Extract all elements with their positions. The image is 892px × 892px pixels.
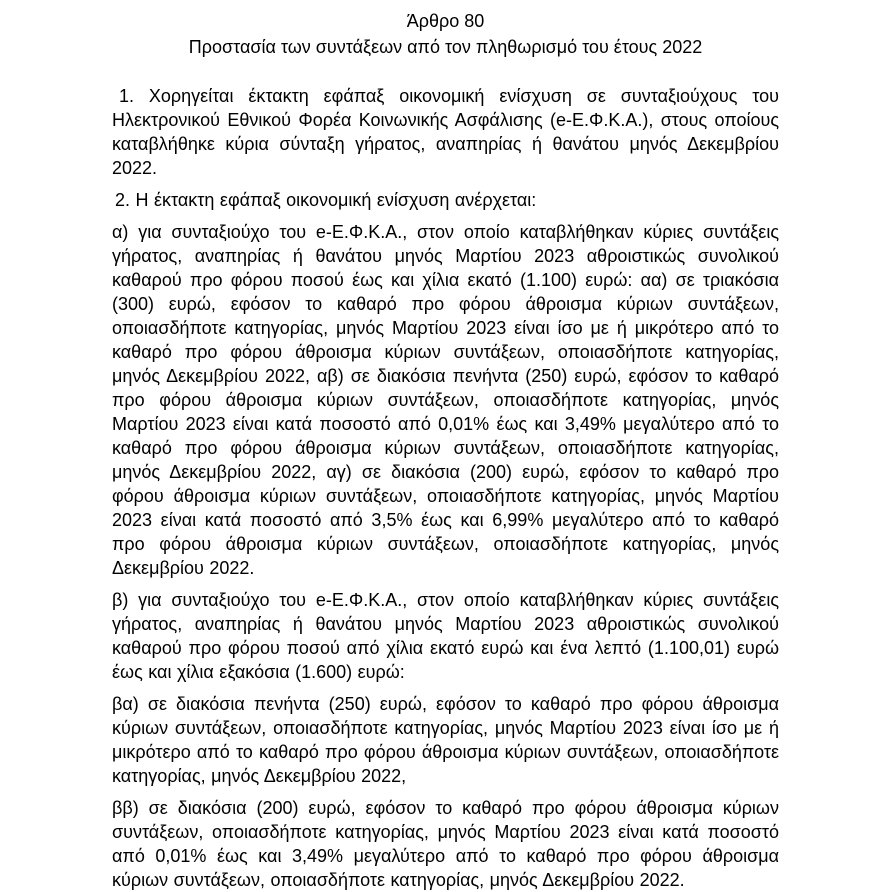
paragraph-2: 2. Η έκτακτη εφάπαξ οικονομική ενίσχυση ανέρχεται: bbox=[115, 190, 537, 210]
article-number-heading: Άρθρο 80 bbox=[406, 11, 485, 31]
paragraph-beta-beta: ββ) σε διακόσια (200) ευρώ, εφόσον το καθαρό προ φόρου άθροισμα κύριων συντάξεων, οποιασδήποτε κατηγορίας, μηνός Μαρτίου 2023 είναι κατά ποσοστό από 0,01% έως και 3,49% μεγαλύτερο από το καθαρό προ φόρου άθροισμα κύριων συντάξεων, οποιασδήποτε κατηγορίας, μηνός Δεκεμβρίου 2022. bbox=[112, 798, 779, 890]
article-title-heading: Προστασία των συντάξεων από τον πληθωρισμό του έτους 2022 bbox=[188, 37, 703, 57]
document-header bbox=[112, 8, 779, 60]
paragraph-beta: β) για συνταξιούχο του e-Ε.Φ.Κ.Α., στον οποίο καταβλήθηκαν κύριες συντάξεις γήρατος, αναπηρίας ή θανάτου μηνός Μαρτίου 2023 αθροιστικώς συνολικού καθαρού προ φόρου ποσού από χίλια εκατό ευρώ και ένα λεπτό (1.100,01) ευρώ έως και χίλια εξακόσια (1.600) ευρώ: bbox=[112, 590, 779, 682]
paragraph-1: 1. Χορηγείται έκτακτη εφάπαξ οικονομική ενίσχυση σε συνταξιούχους του Ηλεκτρονικού Εθνικού Φορέα Κοινωνικής Ασφάλισης (e-Ε.Φ.Κ.Α.), στους οποίους καταβλήθηκε κύρια σύνταξη γήρατος, αναπηρίας ή θανάτου μηνός Δεκεμβρίου 2022. bbox=[112, 86, 779, 178]
paragraph-alpha: α) για συνταξιούχο του e-Ε.Φ.Κ.Α., στον οποίο καταβλήθηκαν κύριες συντάξεις γήρατος, αναπηρίας ή θανάτου μηνός Μαρτίου 2023 αθροιστικώς συνολικού καθαρού προ φόρου ποσού έως και χίλια εκατό (1.100) ευρώ: αα) σε τριακόσια (300) ευρώ, εφόσον το καθαρό προ φόρου άθροισμα κύριων συντάξεων, οποιασδήποτε κατηγορίας, μηνός Μαρτίου 2023 είναι ίσο με ή μικρότερο από το καθαρό προ φόρου άθροισμα κύριων συντάξεων, οποιασδήποτε κατηγορίας, μηνός Δεκεμβρίου 2022, αβ) σε διακόσια πενήντα (250) ευρώ, εφόσον το καθαρό προ φόρου άθροισμα κύριων συντάξεων, οποιασδήποτε κατηγορίας, μηνός Μαρτίου 2023 είναι κατά ποσοστό από 0,01% έως και 3,49% μεγαλύτερο από το καθαρό προ φόρου άθροισμα κύριων συντάξεων, οποιασδήποτε κατηγορίας, μηνός Δεκεμβρίου 2022, αγ) σε διακόσια (200) ευρώ, εφόσον το καθαρό προ φόρου άθροισμα κύριων συντάξεων, οποιασδήποτε κατηγορίας, μηνός Μαρτίου 2023 είναι κατά ποσοστό από 3,5% έως και 6,99% μεγαλύτερο από το καθαρό προ φόρου άθροισμα κύριων συντάξεων, οποιασδήποτε κατηγορίας, μηνός Δεκεμβρίου 2022. bbox=[112, 222, 779, 578]
paragraph-beta-alpha: βα) σε διακόσια πενήντα (250) ευρώ, εφόσον το καθαρό προ φόρου άθροισμα κύριων συντάξεων, οποιασδήποτε κατηγορίας, μηνός Μαρτίου 2023 είναι ίσο με ή μικρότερο από το καθαρό προ φόρου άθροισμα κύριων συντάξεων, οποιασδήποτε κατηγορίας, μηνός Δεκεμβρίου 2022, bbox=[112, 694, 779, 786]
document-body bbox=[112, 84, 779, 892]
